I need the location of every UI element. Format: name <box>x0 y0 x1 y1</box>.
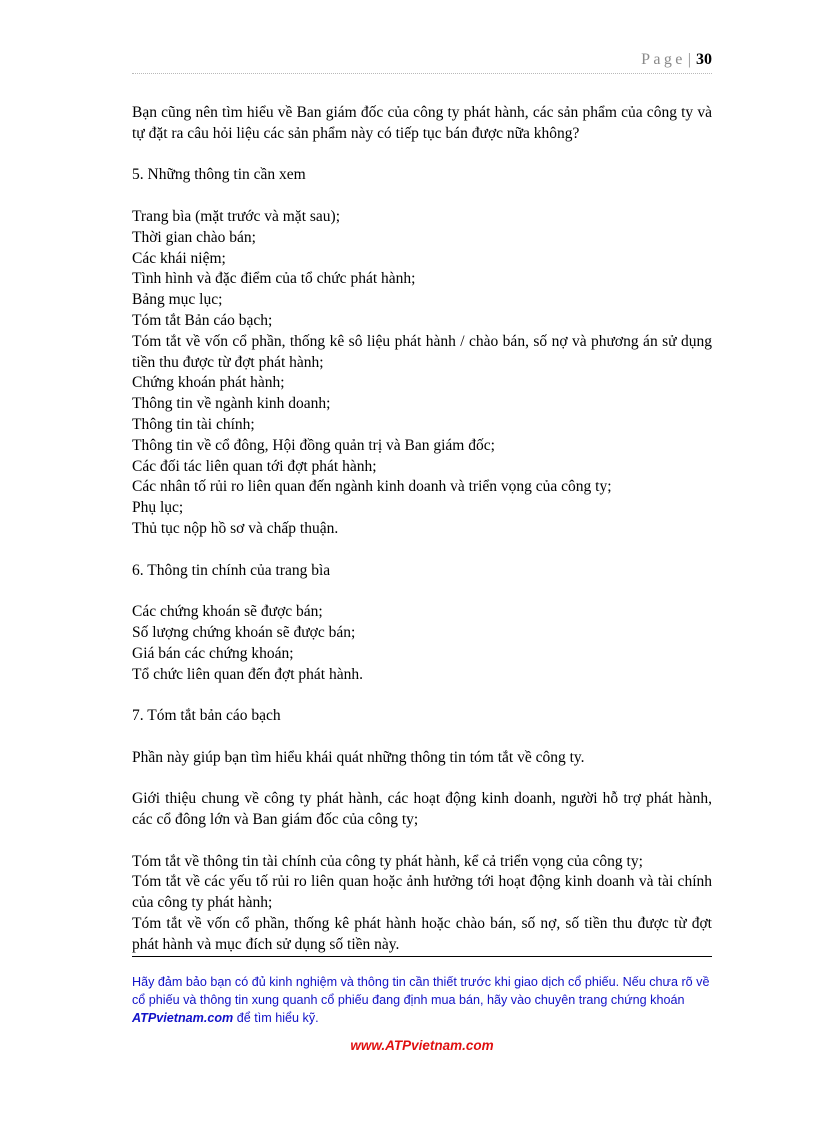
section-7-item: Tóm tắt về thông tin tài chính của công ty phát hành, kể cả triển vọng của công ty; <box>132 852 643 870</box>
section-5-item: Thông tin về ngành kinh doanh; <box>132 395 331 413</box>
document-body <box>132 103 712 956</box>
section-7-heading: 7. Tóm tắt bản cáo bạch <box>132 707 281 725</box>
section-5-item: Tình hình và đặc điểm của tổ chức phát hành; <box>132 270 416 288</box>
section-5-heading: 5. Những thông tin cần xem <box>132 166 306 184</box>
section-5-item: Phụ lục; <box>132 499 184 517</box>
section-5-item: Tóm tắt Bản cáo bạch; <box>132 311 273 329</box>
section-6-item: Giá bán các chứng khoán; <box>132 644 294 662</box>
intro-paragraph: Bạn cũng nên tìm hiểu về Ban giám đốc của công ty phát hành, các sản phẩm của công ty và tự đặt ra câu hỏi liệu các sản phẩm này có tiếp tục bán được nữa không? <box>132 104 712 142</box>
section-5-item: Các nhân tố rủi ro liên quan đến ngành kinh doanh và triển vọng của công ty; <box>132 478 612 496</box>
section-5-item: Thông tin về cổ đông, Hội đồng quản trị và Ban giám đốc; <box>132 436 495 454</box>
section-5-item: Thủ tục nộp hồ sơ và chấp thuận. <box>132 519 339 537</box>
section-7-item: Tóm tắt về các yếu tố rủi ro liên quan hoặc ảnh hưởng tới hoạt động kinh doanh và tài chính của công ty phát hành; <box>132 873 712 912</box>
footer-note <box>132 973 712 1027</box>
section-6-item: Các chứng khoán sẽ được bán; <box>132 603 323 621</box>
section-6-item: Số lượng chứng khoán sẽ được bán; <box>132 623 356 641</box>
section-5-item: Chứng khoán phát hành; <box>132 374 285 392</box>
page-header <box>641 50 712 70</box>
section-7-paragraph: Phần này giúp bạn tìm hiểu khái quát những thông tin tóm tắt về công ty. <box>132 748 585 766</box>
footer-website-link[interactable]: www.ATPvietnam.com <box>350 1038 494 1053</box>
page-separator: | <box>687 51 691 68</box>
section-6-item: Tổ chức liên quan đến đợt phát hành. <box>132 665 363 683</box>
footer-note-text: Hãy đảm bảo bạn có đủ kinh nghiệm và thông tin cần thiết trước khi giao dịch cổ phiếu. Nếu chưa rõ về cổ phiếu và thông tin xung quanh cổ phiếu đang định mua bán, hãy vào chuyên trang chứng khoán <box>132 975 710 1007</box>
section-5-item: Thời gian chào bán; <box>132 228 256 246</box>
section-5-item: Các khái niệm; <box>132 249 226 267</box>
section-5-item: Trang bìa (mặt trước và mặt sau); <box>132 207 341 225</box>
section-5-item: Tóm tắt về vốn cổ phần, thống kê sô liệu phát hành / chào bán, số nợ và phương án sử dụng tiền thu được từ đợt phát hành; <box>132 332 712 371</box>
page-number: 30 <box>696 51 712 68</box>
section-5-item: Thông tin tài chính; <box>132 415 255 433</box>
footer-note-link[interactable]: ATPvietnam.com <box>132 1011 234 1025</box>
section-6-heading: 6. Thông tin chính của trang bìa <box>132 561 331 579</box>
section-7-item: Tóm tắt về vốn cổ phần, thống kê phát hành hoặc chào bán, số nợ, số tiền thu được từ đợt phát hành và mục đích sử dụng số tiền này. <box>132 915 712 953</box>
footer-note-end: để tìm hiểu kỹ. <box>233 1011 319 1025</box>
section-7-paragraph: Giới thiệu chung về công ty phát hành, các hoạt động kinh doanh, người hỗ trợ phát hành, các cổ đông lớn và Ban giám đốc của công ty; <box>132 790 712 829</box>
page-label: Page <box>641 51 686 68</box>
footer-divider <box>132 956 712 957</box>
section-5-item: Các đối tác liên quan tới đợt phát hành; <box>132 457 377 475</box>
section-5-item: Bảng mục lục; <box>132 291 223 309</box>
header-divider <box>132 73 712 74</box>
